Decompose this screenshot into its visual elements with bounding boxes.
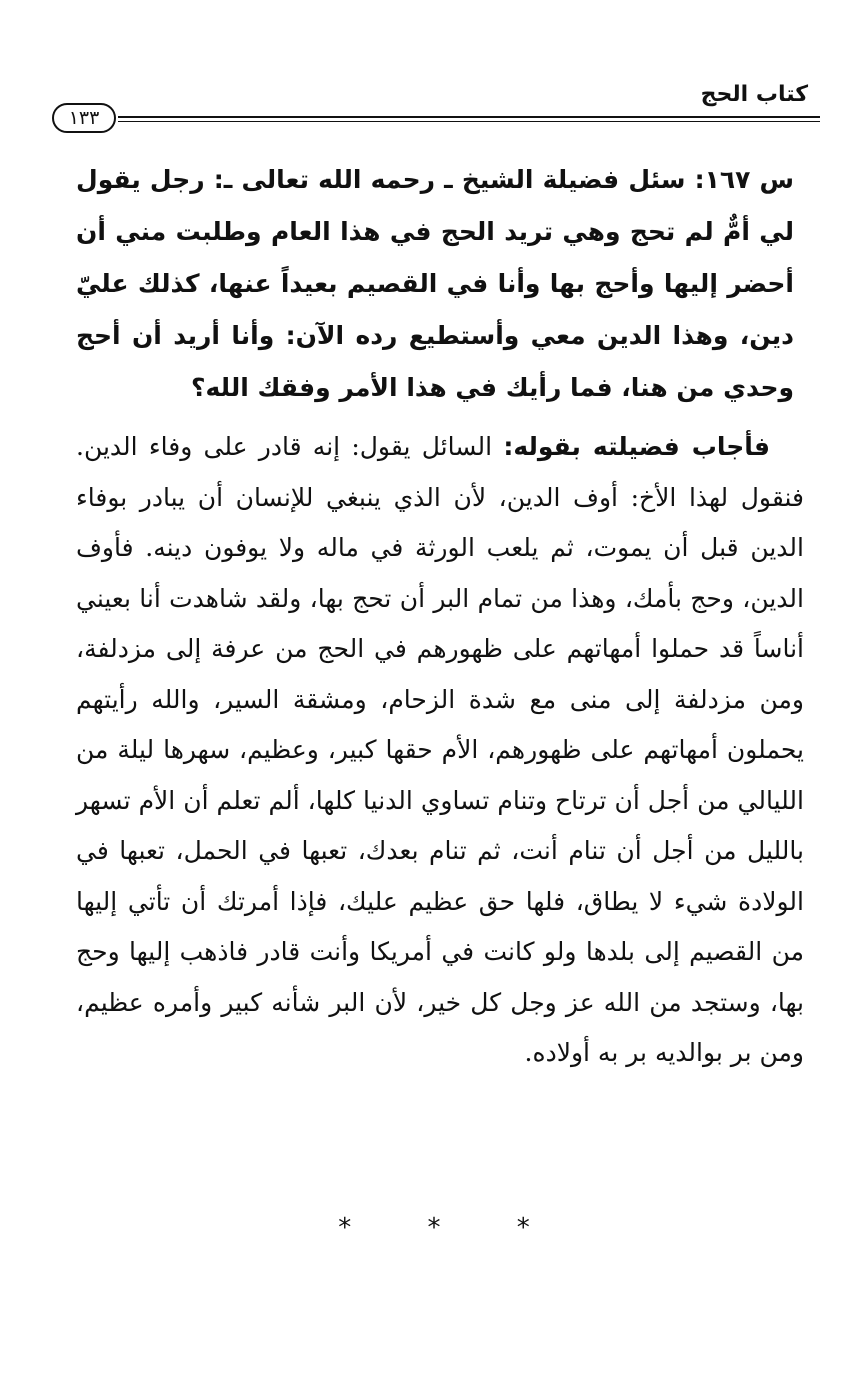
page-number: ١٣٣ (68, 106, 100, 129)
question-paragraph: س ١٦٧: سئل فضيلة الشيخ ـ رحمه الله تعالى ـ: رجل يقول لي أمٌّ لم تحج وهي تريد الحج في هذا العام وطلبت مني أن أحضر إليها وأحج بها وأنا في القصيم بعيداً عنها، كذلك عليّ دين، وهذا الدين معي وأستطيع رده الآن: وأنا أريد أن أحج وحدي من هنا، فما رأيك في هذا الأمر وفقك الله؟ (76, 165, 795, 402)
answer-body: السائل يقول: إنه قادر على وفاء الدين. فنقول لهذا الأخ: أوف الدين، لأن الذي ينبغي للإنسان أن يبادر بوفاء الدين قبل أن يموت، ثم يلعب الورثة في ماله ولا يوفون دينه. فأوف الدين، وحج بأمك، وهذا من تمام البر أن تحج بها، ولقد شاهدت أنا بعيني أناساً قد حملوا أمهاتهم على ظهورهم في الحج من عرفة إلى مزدلفة، ومن مزدلفة إلى منى مع شدة الزحام، ومشقة السير، والله رأيتهم يحملون أمهاتهم على ظهورهم، الأم حقها كبير، وعظيم، سهرها ليلة من الليالي من أجل أن ترتاح وتنام تساوي الدنيا كلها، ألم تعلم أن الأم تسهر بالليل من أجل أن تنام أنت، ثم تنام بعدك، تعبها في الحمل، تعبها في الولادة شيء لا يطاق، فلها حق عظيم عليك، فإذا أمرتك أن تأتي إليها من القصيم إلى بلدها ولو كانت في أمريكا وأنت قادر فاذهب إليها وحج بها، وستجد من الله عز وجل كل خير، لأن البر شأنه كبير وأمره عظيم، ومن بر بوالديه بر به أولاده. (76, 432, 804, 1067)
header-rule-thick (118, 116, 820, 118)
page-number-badge (52, 103, 116, 133)
header-rule-thin (118, 121, 820, 122)
running-header-title: كتاب الحج (700, 82, 808, 107)
answer-paragraph (76, 422, 804, 1079)
section-separator: * * * (338, 1213, 564, 1243)
answer-lead: فأجاب فضيلته بقوله: (503, 432, 770, 461)
